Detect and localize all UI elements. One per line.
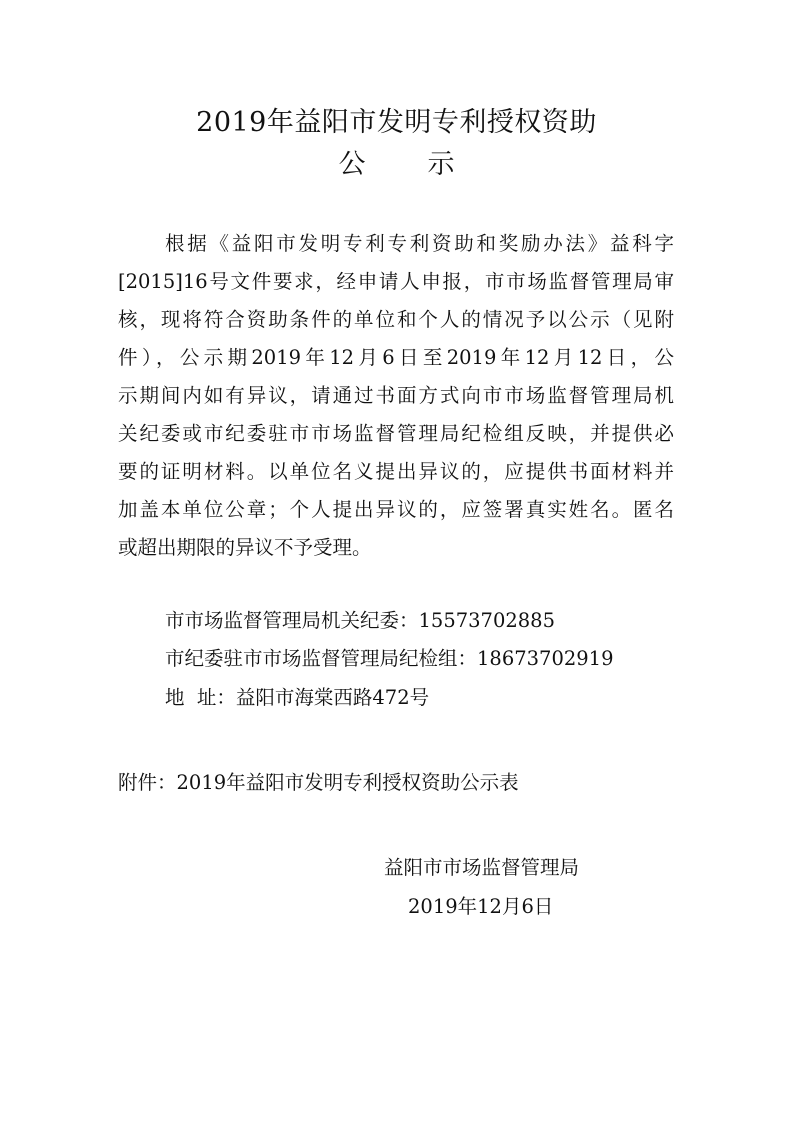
attachment-note: 附件：2019年益阳市发明专利授权资助公示表	[118, 771, 519, 794]
body-line-6: 关纪委或市纪委驻市市场监督管理局纪检组反映，并提供必	[118, 422, 674, 445]
body-line-4: 件），公示期2019年12月6日至2019年12月12日，公	[118, 346, 674, 369]
contact-inspection-group: 市纪委驻市市场监督管理局纪检组：18673702919	[165, 647, 614, 670]
body-line-3: 核，现将符合资助条件的单位和个人的情况予以公示（见附	[118, 308, 674, 331]
subtitle-char-1: 公	[338, 149, 366, 180]
document-title: 2019年益阳市发明专利授权资助	[196, 107, 597, 138]
body-line-7: 要的证明材料。以单位名义提出异议的，应提供书面材料并	[118, 460, 674, 483]
issue-date: 2019年12月6日	[408, 895, 554, 918]
subtitle-char-2: 示	[427, 149, 455, 180]
issuing-organization: 益阳市市场监督管理局	[384, 856, 580, 879]
contact-discipline-committee: 市市场监督管理局机关纪委：15573702885	[165, 609, 555, 632]
body-line-2: [2015]16号文件要求，经申请人申报，市市场监督管理局审	[118, 270, 674, 293]
contact-address: 地 址：益阳市海棠西路472号	[165, 686, 430, 709]
body-line-9: 或超出期限的异议不予受理。	[118, 536, 372, 559]
document-subtitle	[0, 142, 793, 181]
body-line-5: 示期间内如有异议，请通过书面方式向市市场监督管理局机	[118, 384, 674, 407]
body-line-8: 加盖本单位公章；个人提出异议的，应签署真实姓名。匿名	[118, 498, 674, 521]
body-line-1: 根据《益阳市发明专利专利资助和奖励办法》益科字	[165, 232, 674, 255]
